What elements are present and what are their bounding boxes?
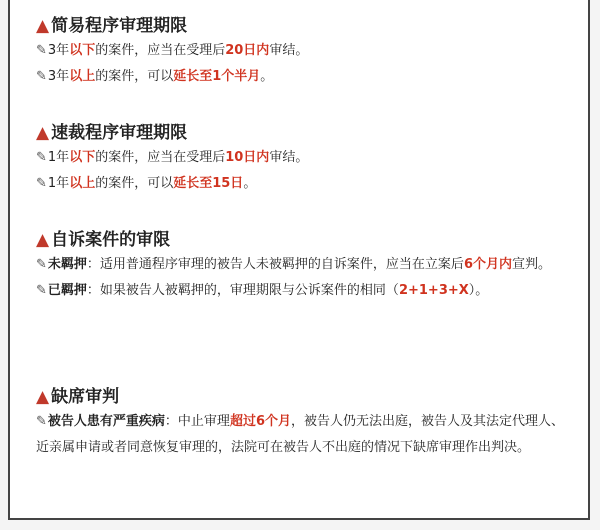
triangle-icon: ▲ — [36, 387, 50, 407]
section-trial-in-absentia — [36, 385, 576, 461]
section-title: ▲ 缺席审判 — [36, 387, 120, 407]
pencil-icon: ✎ — [36, 257, 47, 272]
list-item: ✎3年以上的案件，可以延长至1个半月。 — [36, 69, 274, 84]
list-item: ✎1年以上的案件，可以延长至15日。 — [36, 176, 257, 191]
section-title: ▲ 速裁程序审理期限 — [36, 123, 188, 143]
triangle-icon: ▲ — [36, 123, 50, 143]
pencil-icon: ✎ — [36, 43, 47, 58]
list-item: ✎被告人患有严重疾病：中止审理超过6个月，被告人仍无法出庭，被告人及其法定代理人、近亲属申请或者同意恢复审理的，法院可在被告人不出庭的情况下缺席审理作出判决。 — [36, 414, 564, 455]
pencil-icon: ✎ — [36, 283, 47, 298]
pencil-icon: ✎ — [36, 176, 47, 191]
section-simple-procedure — [36, 14, 576, 90]
triangle-icon: ▲ — [36, 16, 50, 36]
list-item: ✎3年以下的案件，应当在受理后20日内审结。 — [36, 43, 309, 58]
triangle-icon: ▲ — [36, 230, 50, 250]
pencil-icon: ✎ — [36, 69, 47, 84]
section-title: ▲ 自诉案件的审限 — [36, 230, 171, 250]
list-item: ✎1年以下的案件，应当在受理后10日内审结。 — [36, 150, 309, 165]
pencil-icon: ✎ — [36, 414, 47, 429]
section-private-prosecution — [36, 228, 576, 304]
section-title: ▲ 简易程序审理期限 — [36, 16, 188, 36]
list-item: ✎已羁押：如果被告人被羁押的，审理期限与公诉案件的相同（2+1+3+X）。 — [36, 283, 489, 298]
pencil-icon: ✎ — [36, 150, 47, 165]
list-item: ✎未羁押：适用普通程序审理的被告人未被羁押的自诉案件，应当在立案后6个月内宣判。 — [36, 257, 551, 272]
document-card — [8, 0, 590, 520]
section-speedy-procedure — [36, 121, 576, 197]
